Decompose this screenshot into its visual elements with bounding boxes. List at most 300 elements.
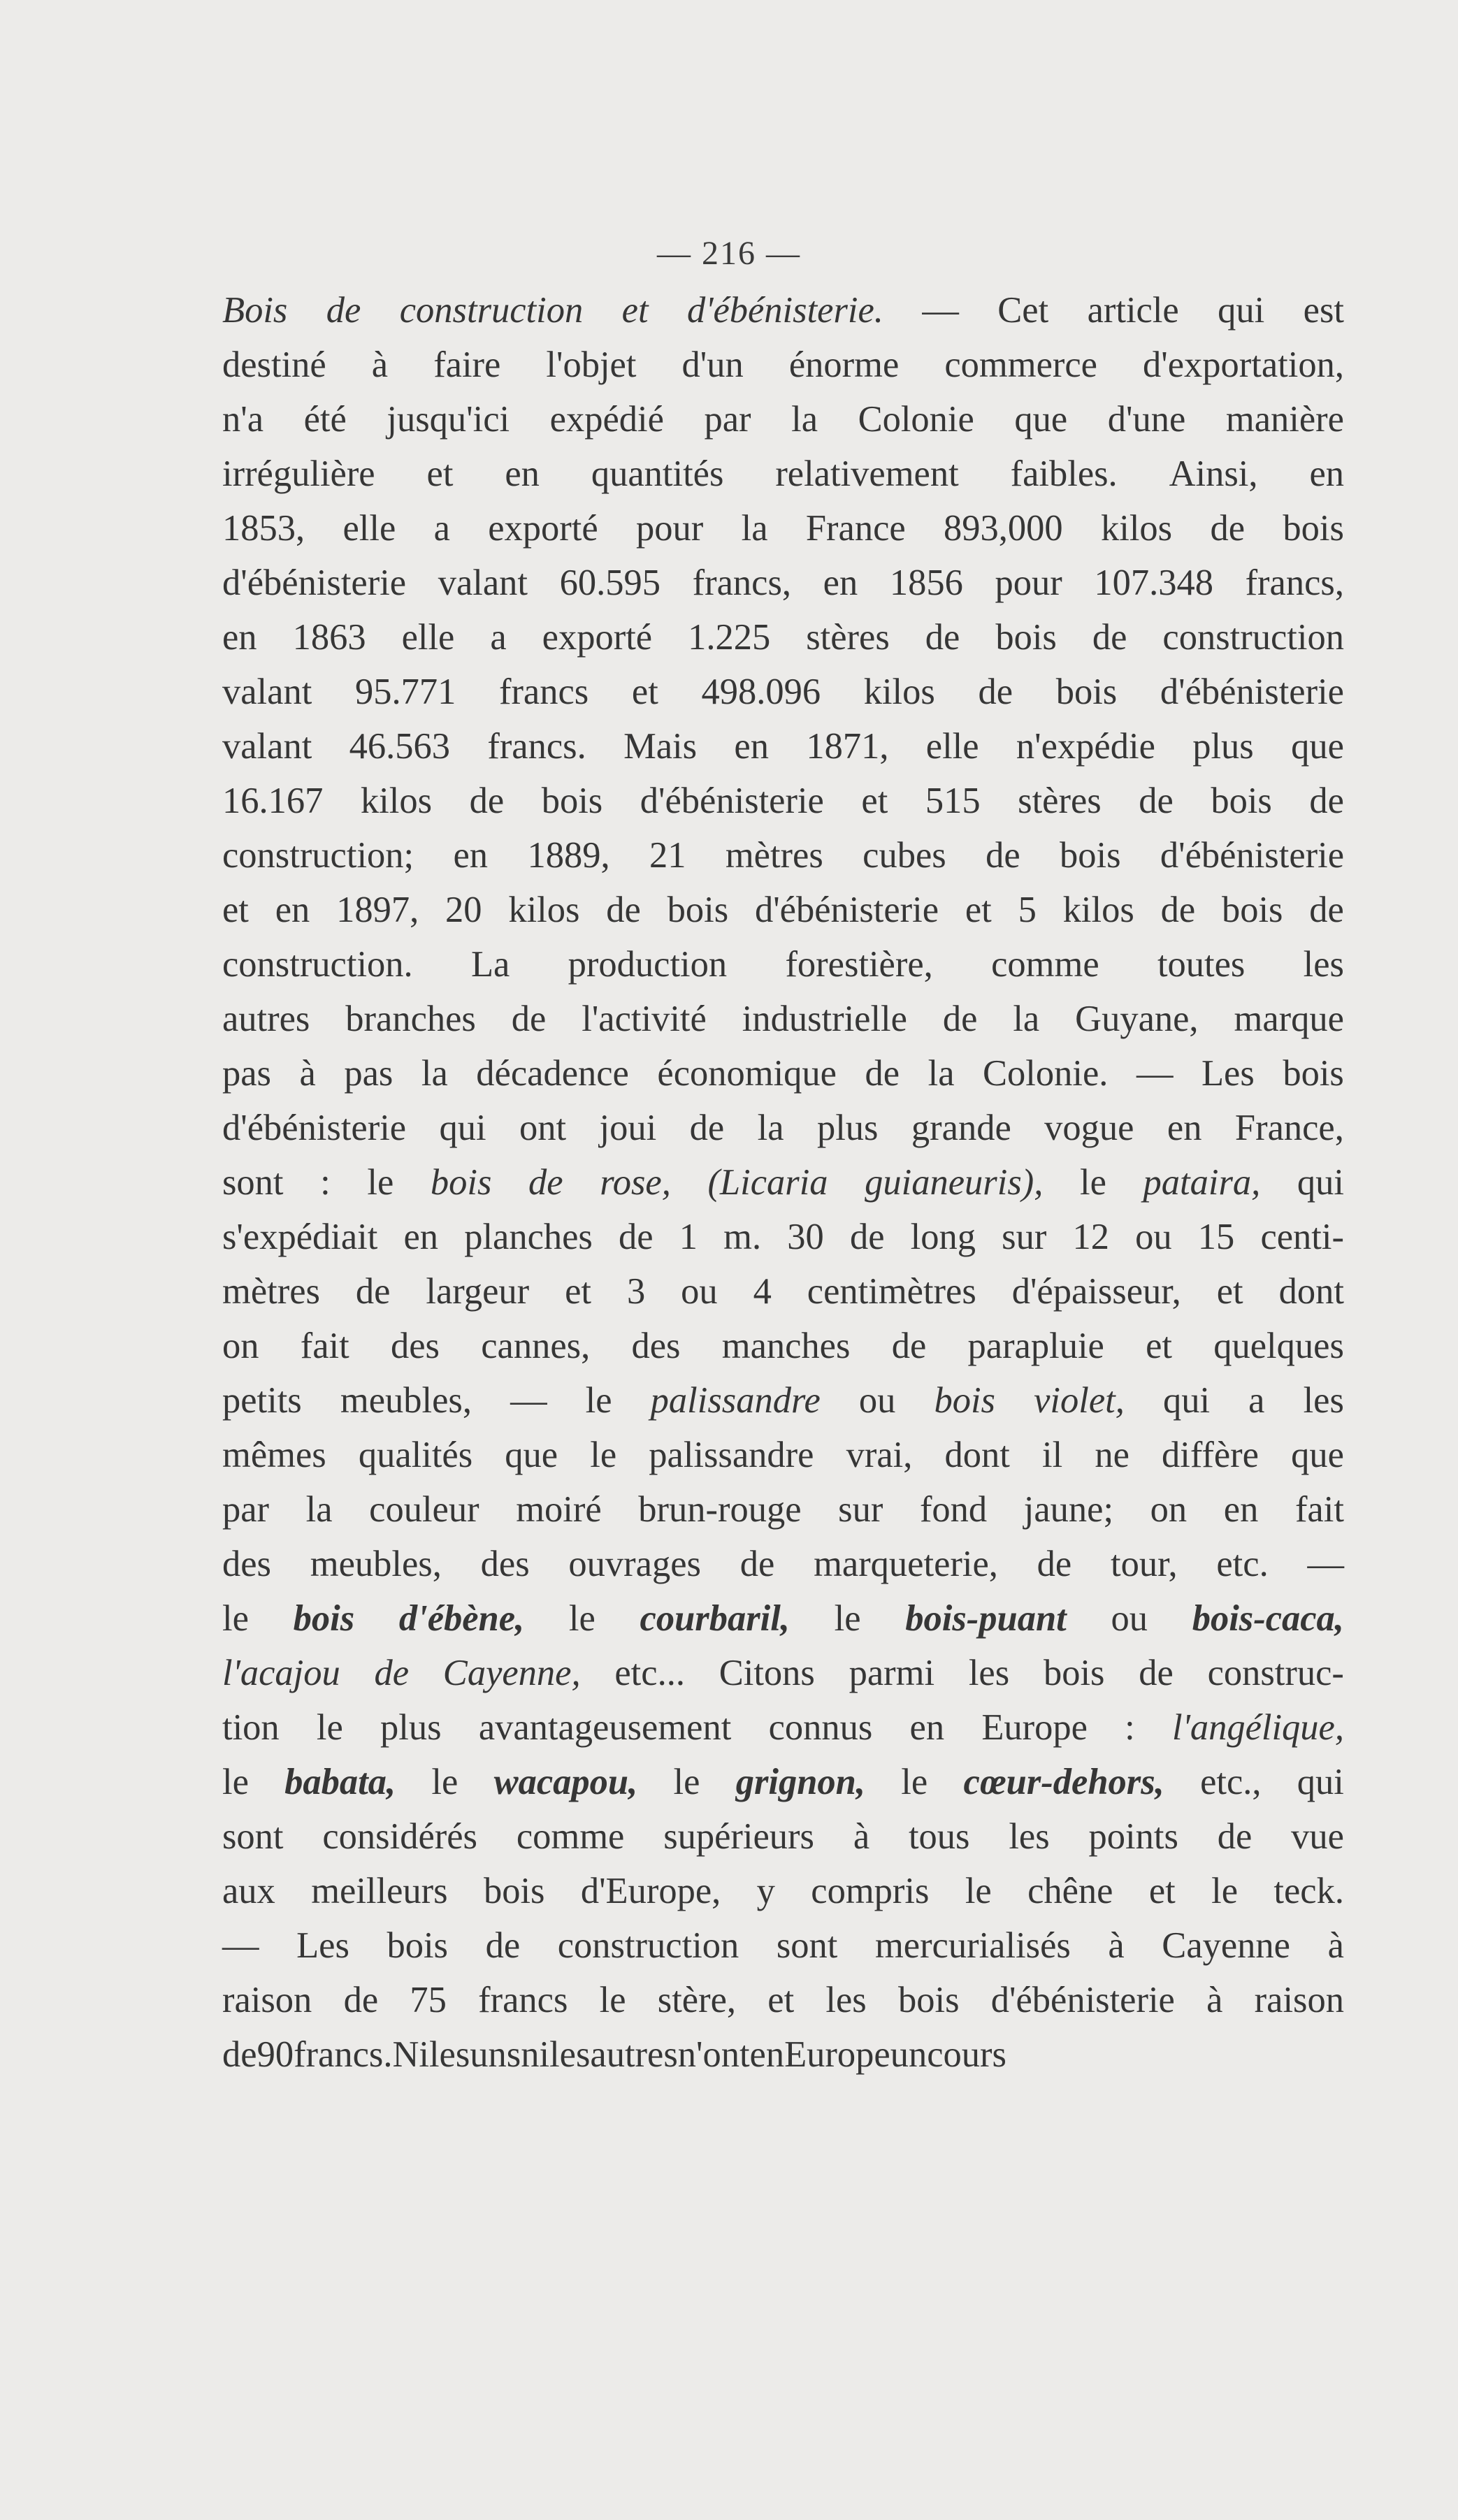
word: pas — [344, 1053, 394, 1094]
word: 90 — [257, 2034, 294, 2075]
text-line — [222, 610, 1344, 665]
word: etc. — [1216, 1544, 1269, 1584]
word: elle — [342, 508, 396, 549]
text-line — [222, 392, 1344, 447]
word: de — [485, 1925, 521, 1966]
word: l'activité — [582, 999, 707, 1039]
word: ni — [521, 2034, 550, 2075]
word: joui — [599, 1108, 657, 1148]
word: Cet — [997, 290, 1049, 331]
word: petits — [222, 1380, 302, 1421]
word: bois — [897, 1980, 960, 2020]
word: la — [791, 399, 818, 440]
word: est — [1303, 290, 1344, 331]
word: autres — [222, 999, 310, 1039]
word: faibles. — [1010, 454, 1118, 494]
word: elle — [925, 726, 979, 767]
word: industrielle — [742, 999, 907, 1039]
italic-word: de — [326, 290, 361, 331]
word: été — [303, 399, 347, 440]
word: de — [1217, 1816, 1253, 1857]
word: les — [968, 1653, 1010, 1693]
word: et — [1146, 1326, 1172, 1366]
word: d'ébénisterie — [1160, 672, 1344, 712]
word: stères — [1018, 781, 1102, 821]
word: de — [1037, 1544, 1072, 1584]
word: de — [978, 672, 1013, 712]
word: chêne — [1027, 1871, 1113, 1911]
word: raison — [1254, 1980, 1344, 2020]
word: de — [942, 999, 978, 1039]
text-line — [222, 447, 1344, 501]
word: valant — [438, 563, 528, 603]
word: de — [343, 1980, 379, 2020]
word: et — [861, 781, 888, 821]
word: les — [825, 1980, 867, 2020]
word: 21 — [649, 835, 686, 876]
word: centi- — [1260, 1217, 1344, 1257]
word: de — [222, 2034, 257, 2075]
word: production — [568, 944, 728, 985]
word: à — [1108, 1925, 1125, 1966]
italic-word: bois — [934, 1380, 995, 1421]
text-line — [222, 1755, 1344, 1809]
word: et — [565, 1271, 591, 1312]
word: d'ébénisterie — [222, 1108, 407, 1148]
word: par — [704, 399, 751, 440]
word: la — [757, 1108, 784, 1148]
word: d'ébénisterie — [222, 563, 407, 603]
word: 4 — [753, 1271, 772, 1312]
word: brun-rouge — [638, 1489, 802, 1530]
word: pour — [995, 563, 1062, 603]
word: d'une — [1107, 399, 1186, 440]
word: kilos — [863, 672, 935, 712]
word: bois — [1211, 781, 1272, 821]
word: bois — [995, 617, 1057, 658]
word: 60.595 — [559, 563, 661, 603]
italic-word: guianeuris), — [865, 1162, 1044, 1203]
word: de — [355, 1271, 391, 1312]
word: bois — [483, 1871, 545, 1911]
word: mercurialisés — [874, 1925, 1071, 1966]
word: n'ont — [677, 2034, 750, 2075]
word: de — [1160, 890, 1196, 930]
word: compris — [811, 1871, 930, 1911]
word: Guyane, — [1075, 999, 1199, 1039]
word: bois — [1060, 835, 1121, 876]
word: francs — [478, 1980, 568, 2020]
word: que — [1291, 726, 1344, 767]
word: stères — [806, 617, 890, 658]
text-line — [222, 1537, 1344, 1591]
word: 3 — [626, 1271, 646, 1312]
word: d'un — [681, 345, 744, 385]
word: y — [756, 1871, 775, 1911]
word: 1853, — [222, 508, 305, 549]
word: vue — [1291, 1816, 1344, 1857]
text-line — [222, 1319, 1344, 1373]
word: quelques — [1213, 1326, 1344, 1366]
word: — — [510, 1380, 547, 1421]
text-line — [222, 1155, 1344, 1210]
word: le — [1211, 1871, 1239, 1911]
word: — — [222, 1925, 259, 1966]
word: n'a — [222, 399, 264, 440]
text-line — [222, 1428, 1344, 1482]
word: le — [1080, 1162, 1106, 1203]
word: bois — [1283, 1053, 1344, 1094]
word: mètres — [725, 835, 823, 876]
word: par — [222, 1489, 270, 1530]
word: construction; — [222, 835, 414, 876]
word: exporté — [488, 508, 598, 549]
italic-word: rose, — [600, 1162, 671, 1203]
italic-word: grignon, — [735, 1762, 865, 1802]
word: a — [490, 617, 507, 658]
word: Mais — [623, 726, 698, 767]
word: en — [403, 1217, 439, 1257]
word: grande — [911, 1108, 1011, 1148]
word: en — [275, 890, 310, 930]
word: diffère — [1162, 1435, 1259, 1475]
text-line — [222, 1809, 1344, 1864]
word: 16.167 — [222, 781, 324, 821]
word: des — [391, 1326, 440, 1366]
word: la — [305, 1489, 333, 1530]
text-line — [222, 2027, 1344, 2082]
word: à — [1327, 1925, 1344, 1966]
word: tion — [222, 1707, 280, 1748]
word: mêmes — [222, 1435, 326, 1475]
word: sont — [222, 1162, 284, 1203]
word: de — [986, 835, 1020, 876]
text-line — [222, 283, 1344, 338]
text-line — [222, 1700, 1344, 1755]
word: plus — [1192, 726, 1254, 767]
word: les — [1009, 1816, 1050, 1857]
word: fait — [300, 1326, 349, 1366]
word: le — [834, 1598, 861, 1639]
word: uns — [470, 2034, 521, 2075]
text-line — [222, 1046, 1344, 1101]
word: de — [1092, 617, 1127, 658]
word: de — [1210, 508, 1246, 549]
italic-word: Cayenne, — [442, 1653, 581, 1693]
word: comme — [516, 1816, 625, 1857]
word: qui — [439, 1108, 486, 1148]
word: à — [853, 1816, 870, 1857]
word: qui — [1297, 1762, 1344, 1802]
word: 1889, — [527, 835, 610, 876]
italic-word: bois-puant — [905, 1598, 1067, 1639]
text-line — [222, 992, 1344, 1046]
word: aux — [222, 1871, 275, 1911]
word: de — [619, 1217, 654, 1257]
word: Ni — [392, 2034, 429, 2075]
word: et — [1148, 1871, 1176, 1911]
italic-word: wacapou, — [493, 1762, 638, 1802]
word: le — [673, 1762, 700, 1802]
word: Europe — [784, 2034, 890, 2075]
italic-word: cœur-dehors, — [963, 1762, 1164, 1802]
word: en — [505, 454, 540, 494]
word: mètres — [222, 1271, 320, 1312]
word: parmi — [849, 1653, 935, 1693]
word: en — [823, 563, 858, 603]
word: vogue — [1044, 1108, 1134, 1148]
italic-word: Bois — [222, 290, 288, 331]
word: meilleurs — [311, 1871, 448, 1911]
word: qui — [1218, 290, 1265, 331]
word: 1871, — [806, 726, 889, 767]
word: bois — [1221, 890, 1283, 930]
text-line — [222, 1918, 1344, 1973]
word: 893,000 — [944, 508, 1063, 549]
word: d'ébénisterie — [754, 890, 939, 930]
word: et — [965, 890, 992, 930]
text-line — [222, 828, 1344, 883]
word: elle — [401, 617, 455, 658]
word: forestière, — [785, 944, 933, 985]
word: et — [426, 454, 454, 494]
word: énorme — [788, 345, 900, 385]
italic-word: l'acajou — [222, 1653, 340, 1693]
word: un — [890, 2034, 928, 2075]
word: marqueterie, — [814, 1544, 998, 1584]
word: exporté — [542, 617, 653, 658]
page-number: — 216 — — [657, 235, 801, 272]
italic-word: de — [374, 1653, 410, 1693]
word: en — [734, 726, 769, 767]
word: 1856 — [889, 563, 963, 603]
word: cubes — [862, 835, 946, 876]
word: France — [805, 508, 906, 549]
word: autres — [590, 2034, 678, 2075]
word: le — [316, 1707, 343, 1748]
text-line — [222, 1973, 1344, 2027]
text-line — [222, 338, 1344, 392]
italic-word: construction — [399, 290, 584, 331]
text-line — [222, 665, 1344, 719]
word: 107.348 — [1094, 563, 1213, 603]
word: on — [1150, 1489, 1188, 1530]
word: des — [631, 1326, 681, 1366]
word: dont — [944, 1435, 1010, 1475]
word: que — [1291, 1435, 1344, 1475]
word: Colonie — [858, 399, 974, 440]
word: avantageusement — [478, 1707, 732, 1748]
word: considérés — [322, 1816, 477, 1857]
word: etc., — [1200, 1762, 1262, 1802]
word: tour, — [1111, 1544, 1178, 1584]
word: supérieurs — [663, 1816, 814, 1857]
word: en — [749, 2034, 785, 2075]
word: de — [606, 890, 641, 930]
word: on — [222, 1326, 259, 1366]
word: francs — [498, 672, 589, 712]
word: plus — [816, 1108, 879, 1148]
word: teck. — [1273, 1871, 1344, 1911]
italic-word: pataira, — [1143, 1162, 1261, 1203]
word: sur — [838, 1489, 883, 1530]
italic-word: bois — [430, 1162, 492, 1203]
word: ne — [1095, 1435, 1129, 1475]
word: — — [922, 290, 959, 331]
word: à — [371, 345, 389, 385]
word: des — [222, 1544, 271, 1584]
word: les — [428, 2034, 470, 2075]
word: a — [433, 508, 450, 549]
word: de — [469, 781, 505, 821]
text-line — [222, 501, 1344, 556]
italic-word: bois — [293, 1598, 355, 1639]
word: que — [505, 1435, 558, 1475]
word: manière — [1225, 399, 1344, 440]
word: : — [320, 1162, 331, 1203]
word: bois — [1283, 508, 1344, 549]
italic-word: babata, — [284, 1762, 396, 1802]
word: des — [480, 1544, 530, 1584]
word: couleur — [369, 1489, 479, 1530]
word: faire — [433, 345, 501, 385]
word: sont — [222, 1816, 284, 1857]
word: francs. — [294, 2034, 393, 2075]
word: 1 — [679, 1217, 698, 1257]
text-line — [222, 1264, 1344, 1319]
word: construc- — [1207, 1653, 1344, 1693]
word: 75 — [410, 1980, 447, 2020]
word: 1.225 — [688, 617, 771, 658]
word: de — [925, 617, 960, 658]
word: kilos — [1062, 890, 1134, 930]
word: en — [222, 617, 257, 658]
word: de — [689, 1108, 725, 1148]
word: francs, — [692, 563, 792, 603]
italic-word: palissandre — [650, 1380, 821, 1421]
word: d'ébénisterie — [990, 1980, 1175, 2020]
word: comme — [991, 944, 1099, 985]
word: kilos — [508, 890, 580, 930]
text-line — [222, 719, 1344, 774]
italic-word: courbaril, — [640, 1598, 790, 1639]
word: à — [299, 1053, 316, 1094]
word: les — [549, 2034, 591, 2075]
word: Les — [1201, 1053, 1255, 1094]
word: le — [568, 1598, 596, 1639]
word: palissandre — [649, 1435, 814, 1475]
word: et — [767, 1980, 795, 2020]
word: en — [1167, 1108, 1202, 1148]
word: fait — [1294, 1489, 1344, 1530]
word: de — [1139, 781, 1174, 821]
word: ont — [519, 1108, 567, 1148]
word: ou — [1135, 1217, 1172, 1257]
italic-word: (Licaria — [707, 1162, 828, 1203]
word: tous — [908, 1816, 970, 1857]
text-line — [222, 1864, 1344, 1918]
word: le — [431, 1762, 459, 1802]
word: bois — [1055, 672, 1118, 712]
word: de — [1309, 781, 1344, 821]
word: il — [1041, 1435, 1063, 1475]
word: planches — [464, 1217, 593, 1257]
word: et — [631, 672, 658, 712]
word: d'ébénisterie — [640, 781, 824, 821]
word: relativement — [775, 454, 959, 494]
word: raison — [222, 1980, 312, 2020]
word: 15 — [1197, 1217, 1235, 1257]
word: 20 — [445, 890, 482, 930]
word: ou — [681, 1271, 718, 1312]
body-text — [222, 283, 1344, 2082]
text-line — [222, 1101, 1344, 1155]
word: points — [1088, 1816, 1178, 1857]
word: vrai, — [846, 1435, 913, 1475]
word: la — [741, 508, 768, 549]
word: construction — [557, 1925, 739, 1966]
word: meubles, — [310, 1544, 442, 1584]
word: : — [1125, 1707, 1135, 1748]
word: 95.771 — [354, 672, 456, 712]
word: fond — [919, 1489, 988, 1530]
word: de — [849, 1217, 885, 1257]
italic-word: d'ébénisterie. — [686, 290, 883, 331]
word: quantités — [591, 454, 724, 494]
word: 1863 — [292, 617, 366, 658]
word: valant — [222, 726, 312, 767]
word: le — [222, 1762, 249, 1802]
word: Ainsi, — [1169, 454, 1258, 494]
word: Cayenne — [1162, 1925, 1290, 1966]
word: de — [891, 1326, 927, 1366]
word: parapluie — [967, 1326, 1104, 1366]
word: de — [1309, 890, 1344, 930]
word: 1897, — [336, 890, 419, 930]
italic-word: d'ébène, — [398, 1598, 525, 1639]
word: toutes — [1157, 944, 1246, 985]
word: 498.096 — [701, 672, 821, 712]
text-line — [222, 1646, 1344, 1700]
word: économique — [657, 1053, 837, 1094]
italic-word: bois-caca, — [1192, 1598, 1344, 1639]
word: bois — [667, 890, 729, 930]
word: m. — [723, 1217, 762, 1257]
word: — — [1307, 1544, 1344, 1584]
word: qui — [1297, 1162, 1344, 1203]
word: le — [222, 1598, 249, 1639]
word: en — [1223, 1489, 1259, 1530]
word: cours — [927, 2034, 1006, 2075]
italic-word: violet, — [1034, 1380, 1125, 1421]
word: la — [1013, 999, 1040, 1039]
word: pour — [636, 508, 704, 549]
word: les — [1303, 944, 1344, 985]
word: plus — [380, 1707, 442, 1748]
italic-word: l'angélique, — [1172, 1707, 1344, 1748]
word: construction — [1162, 617, 1344, 658]
text-line — [222, 1591, 1344, 1646]
word: irrégulière — [222, 454, 375, 494]
word: manches — [721, 1326, 851, 1366]
word: jaune; — [1023, 1489, 1114, 1530]
word: cannes, — [481, 1326, 591, 1366]
word: le — [901, 1762, 928, 1802]
word: centimètres — [807, 1271, 976, 1312]
text-line — [222, 774, 1344, 828]
word: sur — [1002, 1217, 1047, 1257]
word: qui — [1162, 1380, 1211, 1421]
